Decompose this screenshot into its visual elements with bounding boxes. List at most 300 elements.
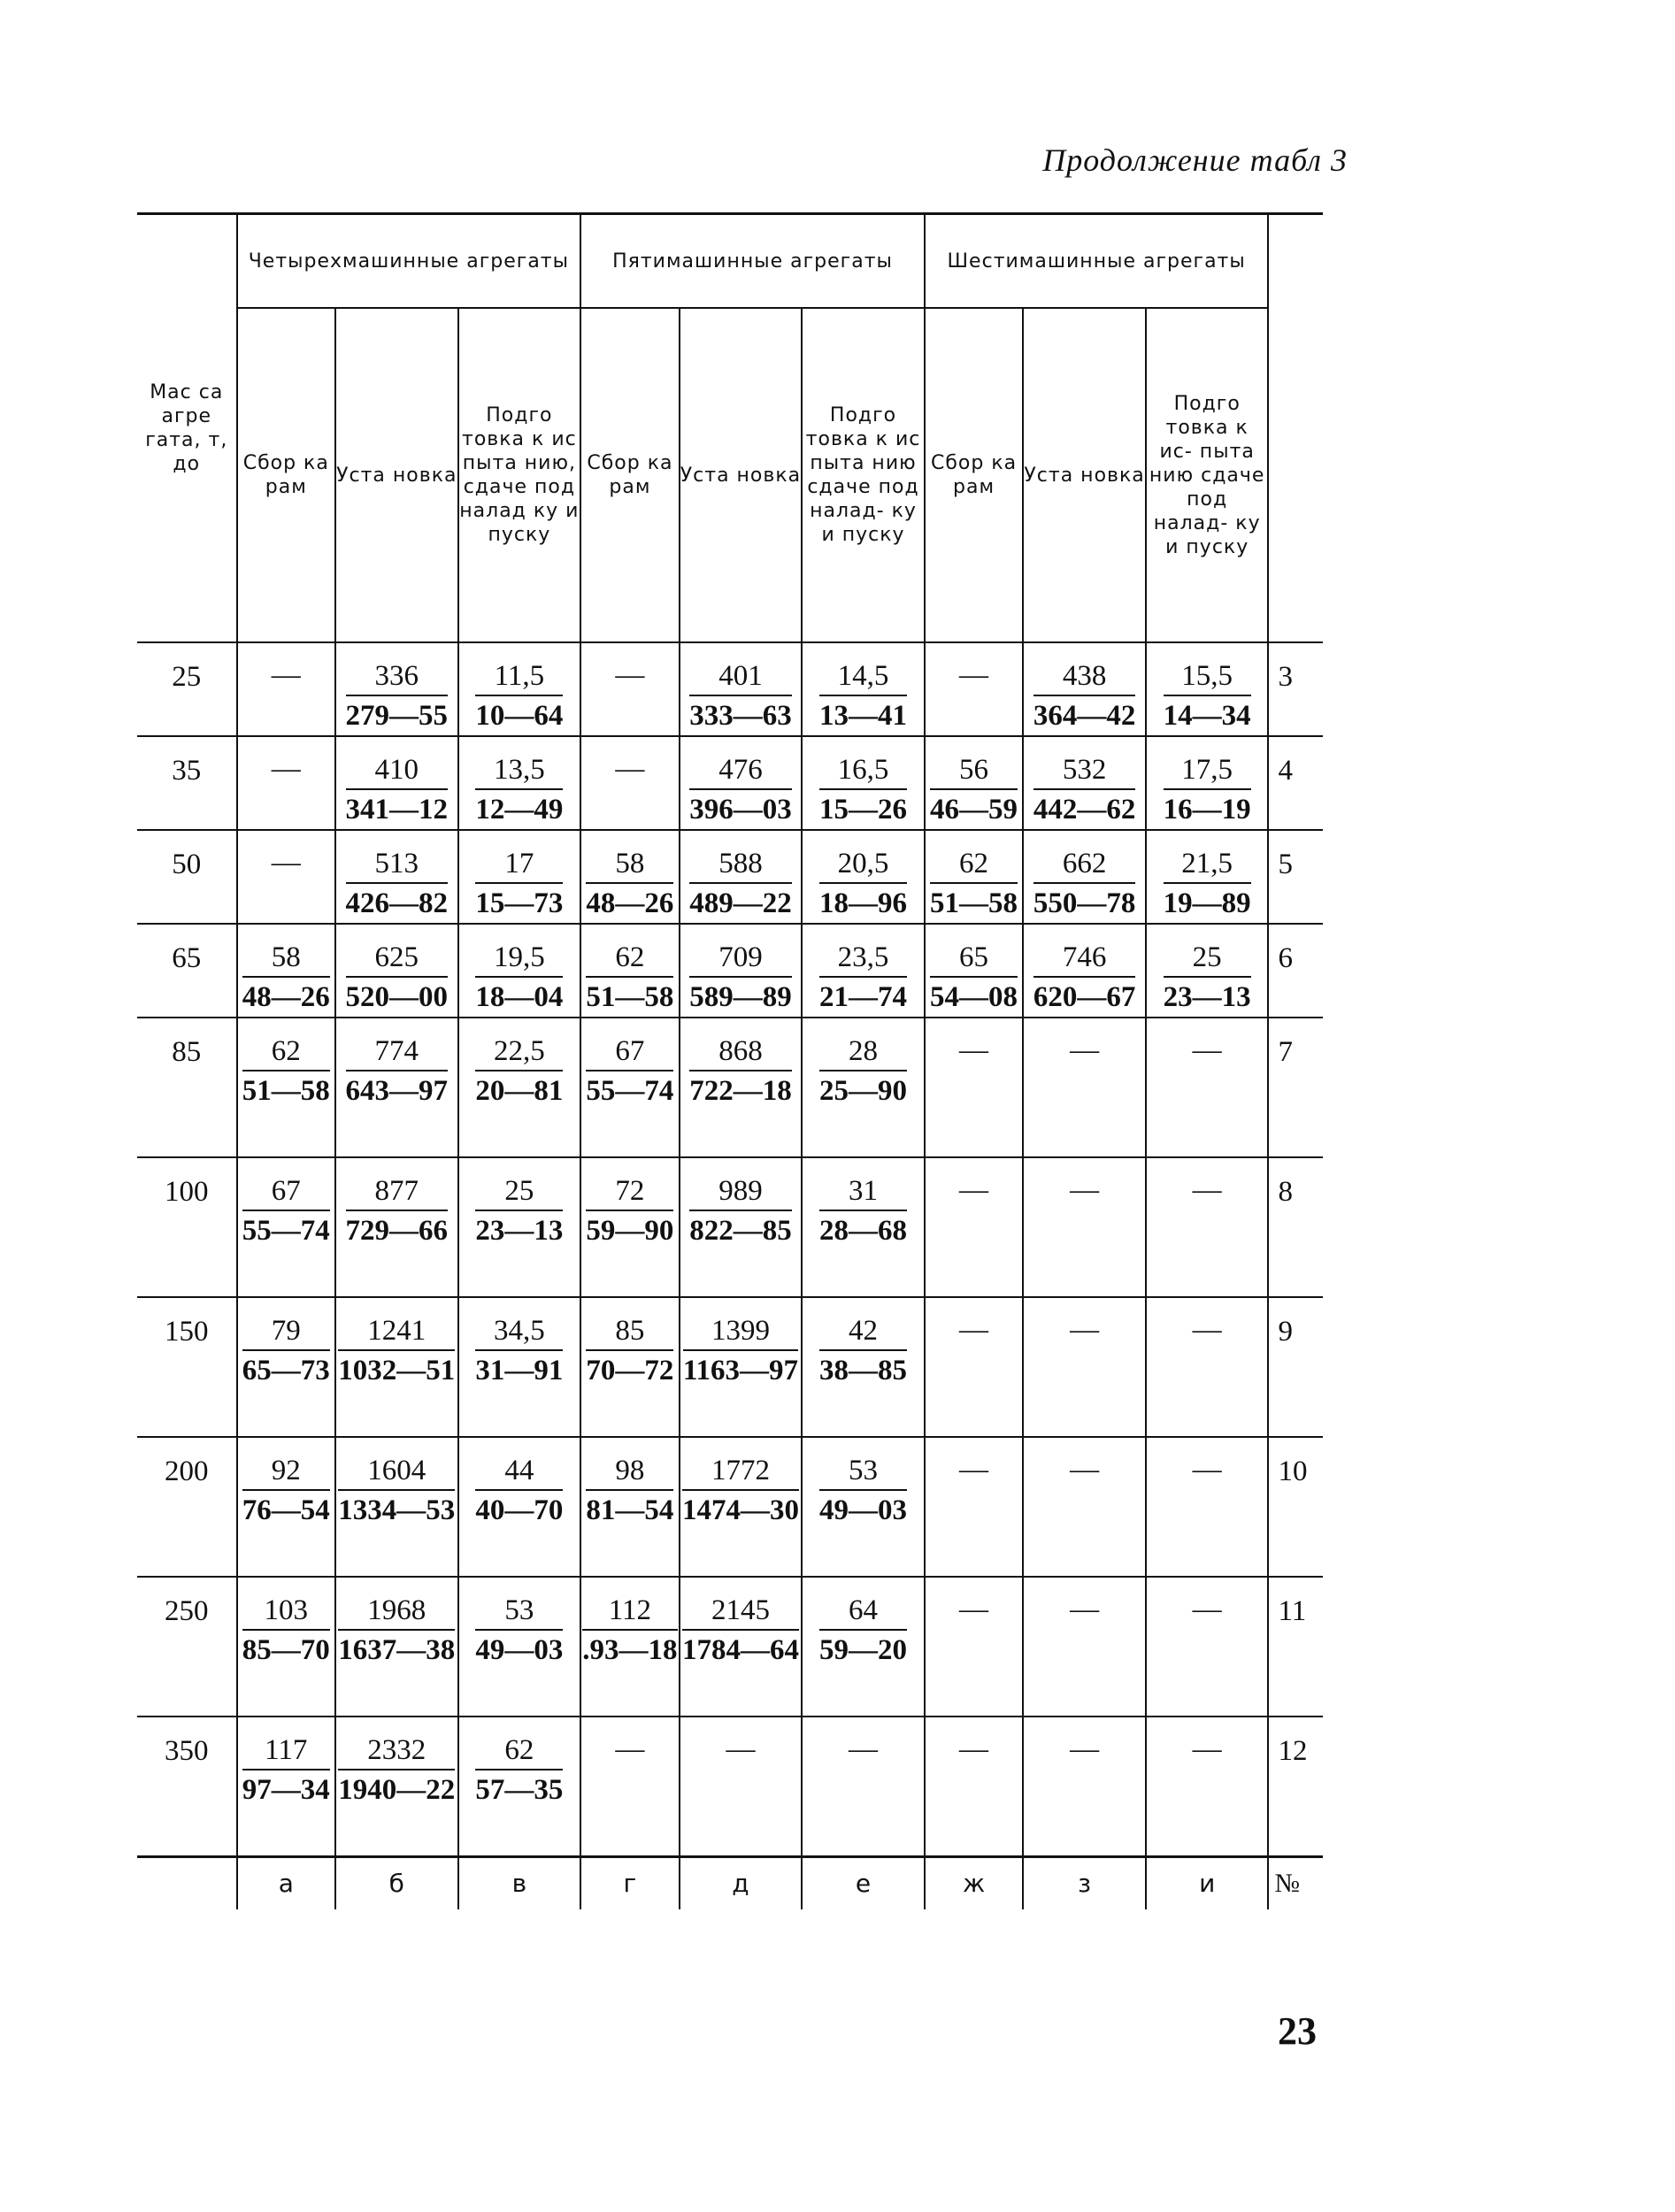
norm-fraction [1033,941,1136,1017]
norm-cell [458,1157,581,1297]
labor-hours: 79 [242,1314,330,1351]
norm-fraction [346,847,449,923]
norm-fraction [475,1454,563,1530]
labor-hours: 56 [930,753,1018,790]
cost-value: 10—64 [475,700,564,732]
norm-fraction [683,1314,798,1390]
norm-cell [237,830,335,924]
norm-cell [1023,924,1146,1018]
norm-cell [237,1018,335,1157]
norm-cell [925,830,1023,924]
row-number: 3 [1268,642,1323,736]
norm-cell [335,1297,458,1437]
norm-cell [925,1297,1023,1437]
norm-cell [925,736,1023,830]
labor-hours: 1241 [338,1314,455,1351]
norm-fraction [689,753,792,829]
mass-cell: 150 [137,1297,237,1437]
cost-value: 442—62 [1033,794,1136,826]
mass-cell: 65 [137,924,237,1018]
empty-dash: — [726,1733,756,1765]
empty-dash: — [615,753,645,785]
cost-value: 14—34 [1163,700,1251,732]
cost-value: 21—74 [819,981,908,1013]
header-test-preparation: Подго товка к ис пыта нию сдаче под налад- ку и пуску [802,308,925,642]
norm-cell [1023,1018,1146,1157]
norm-cell [237,1437,335,1577]
labor-hours: 11,5 [475,659,563,696]
norm-cell [335,1717,458,1856]
norm-fraction [338,1594,455,1670]
labor-hours: 532 [1033,753,1136,790]
table-row [137,1157,1323,1297]
norm-cell [580,1717,679,1856]
norm-cell [237,736,335,830]
cost-value: 23—13 [475,1215,564,1247]
row-number: 11 [1268,1577,1323,1717]
labor-hours: 410 [346,753,449,790]
column-letter: б [335,1856,458,1909]
mass-cell: 100 [137,1157,237,1297]
labor-hours: 625 [346,941,449,978]
norm-cell [1023,1157,1146,1297]
cost-value: 28—68 [819,1215,908,1247]
empty-dash: — [1070,1594,1100,1625]
norm-cell [580,1577,679,1717]
cost-value: 1334—53 [338,1494,456,1526]
norm-fraction [930,847,1018,923]
page-number: 23 [1278,2009,1317,2053]
norm-cell [1023,830,1146,924]
table-row [137,1437,1323,1577]
norm-cell [335,924,458,1018]
norm-cell [1146,1437,1269,1577]
empty-dash: — [271,659,301,691]
cost-value: 489—22 [689,887,792,919]
norm-cell [1146,642,1269,736]
empty-dash: — [615,659,645,691]
norm-cell [335,1018,458,1157]
row-number: 10 [1268,1437,1323,1577]
cost-value: 76—54 [242,1494,330,1526]
mass-cell: 350 [137,1717,237,1856]
labor-hours: 53 [475,1594,563,1631]
norm-fraction [346,753,449,829]
table-row [137,830,1323,924]
norm-fraction [346,659,449,735]
norm-fraction [819,941,907,1017]
labor-hours: 72 [586,1174,673,1211]
norm-fraction [1033,659,1136,735]
cost-value: 333—63 [689,700,792,732]
labor-hours: 25 [475,1174,563,1211]
column-letter: в [458,1856,581,1909]
norm-cell [1146,830,1269,924]
table-row [137,642,1323,736]
header-group-six-machine: Шестимашинные агрегаты [925,214,1269,309]
norm-cell [1023,1577,1146,1717]
norm-fraction [1033,753,1136,829]
norm-fraction [475,1174,563,1250]
mass-cell: 250 [137,1577,237,1717]
norm-fraction [930,753,1018,829]
cost-value: 279—55 [345,700,449,732]
norm-fraction [338,1314,455,1390]
norm-cell [580,1018,679,1157]
row-number: 5 [1268,830,1323,924]
labor-hours: 438 [1033,659,1136,696]
header-mass: Мас са агре гата, т, до [137,214,237,643]
norm-cell [1146,1018,1269,1157]
cost-value: 51—58 [930,887,1018,919]
norm-fraction [689,941,792,1017]
cost-value: 16—19 [1163,794,1251,826]
norm-fraction [242,1174,330,1250]
labor-hours: 476 [689,753,792,790]
cost-value: 59—90 [586,1215,674,1247]
norm-cell [680,830,803,924]
norm-cell [580,642,679,736]
labor-hours: 588 [689,847,792,884]
norm-cell [680,924,803,1018]
labor-hours: 117 [242,1733,330,1770]
header-group-four-machine: Четырехмашинные агрегаты [237,214,581,309]
column-letter: е [802,1856,925,1909]
labor-hours: 1399 [683,1314,798,1351]
empty-dash: — [959,1174,989,1206]
norm-cell [458,1577,581,1717]
cost-value: 643—97 [345,1075,449,1107]
labor-hours: 2332 [338,1733,455,1770]
norm-cell [458,830,581,924]
norm-fraction [819,1454,907,1530]
cost-value: 822—85 [689,1215,792,1247]
norm-cell [335,642,458,736]
table-row [137,1577,1323,1717]
norm-fraction [586,1034,673,1110]
empty-dash: — [1070,1174,1100,1206]
norm-fraction [475,941,563,1017]
labor-hours: 1772 [682,1454,799,1491]
labor-hours: 877 [346,1174,449,1211]
labor-hours: 15,5 [1164,659,1251,696]
labor-hours: 20,5 [819,847,907,884]
labor-hours: 774 [346,1034,449,1071]
norm-cell [680,1297,803,1437]
empty-dash: — [959,1594,989,1625]
labor-hours: 67 [586,1034,673,1071]
norm-fraction [819,659,907,735]
norm-fraction [819,1034,907,1110]
cost-value: 1784—64 [681,1634,799,1666]
labor-hours: 17 [475,847,563,884]
header-test-preparation: Подго товка к ис- пыта нию сдаче под налад- ку и пуску [1146,308,1269,642]
norm-cell [237,1297,335,1437]
norm-cell [237,1157,335,1297]
labor-hours: 17,5 [1164,753,1251,790]
cost-value: 54—08 [930,981,1018,1013]
norm-cell [802,924,925,1018]
norm-cell [1023,1297,1146,1437]
cost-value: 57—35 [475,1774,564,1806]
cost-value: .93—18 [582,1634,678,1666]
cost-value: 70—72 [586,1355,674,1386]
norm-fraction [1164,753,1251,829]
empty-dash: — [959,1733,989,1765]
empty-dash: — [1070,1034,1100,1066]
norm-cell [802,1437,925,1577]
header-frame-assembly: Сбор ка рам [580,308,679,642]
cost-value: 20—81 [475,1075,564,1107]
table-row [137,736,1323,830]
mass-cell: 35 [137,736,237,830]
cost-value: 12—49 [475,794,564,826]
norm-cell [580,1297,679,1437]
norm-cell [680,1577,803,1717]
row-number: 8 [1268,1157,1323,1297]
labor-hours: 2145 [682,1594,799,1631]
labor-hours: 746 [1033,941,1136,978]
cost-value: 25—90 [819,1075,908,1107]
labor-hours: 85 [586,1314,673,1351]
norm-fraction [475,659,563,735]
norm-fraction [819,847,907,923]
header-number-cell [1268,214,1323,643]
labor-hours: 64 [819,1594,907,1631]
cost-value: 51—58 [586,981,674,1013]
header-group-five-machine: Пятимашинные агрегаты [580,214,925,309]
norm-cell [802,1157,925,1297]
norm-fraction [586,1454,673,1530]
norm-cell [458,1018,581,1157]
norm-fraction [689,1034,792,1110]
cost-value: 55—74 [586,1075,674,1107]
labor-hours: 98 [586,1454,673,1491]
header-frame-assembly: Сбор ка рам [925,308,1023,642]
empty-dash: — [271,753,301,785]
labor-hours: 28 [819,1034,907,1071]
row-number: 6 [1268,924,1323,1018]
cost-value: 48—26 [242,981,330,1013]
norm-cell [680,736,803,830]
mass-cell: 200 [137,1437,237,1577]
norm-cell [580,1157,679,1297]
cost-value: 1474—30 [681,1494,799,1526]
norm-cell [237,1577,335,1717]
cost-value: 97—34 [242,1774,330,1806]
empty-dash: — [1192,1594,1222,1625]
empty-dash: — [1192,1454,1222,1486]
table-row [137,1717,1323,1856]
cost-value: 59—20 [819,1634,908,1666]
norm-cell [1146,1157,1269,1297]
norm-cell [1023,736,1146,830]
norm-fraction [475,847,563,923]
norm-fraction [819,1174,907,1250]
empty-dash: — [1192,1733,1222,1765]
norm-fraction [475,753,563,829]
mass-cell: 25 [137,642,237,736]
labor-hours: 989 [689,1174,792,1211]
row-number: 12 [1268,1717,1323,1856]
labor-hours: 14,5 [819,659,907,696]
norm-cell [925,1157,1023,1297]
norm-cell [925,1577,1023,1717]
labor-hours: 62 [475,1733,563,1770]
empty-dash: — [1070,1314,1100,1346]
labor-hours: 1604 [338,1454,455,1491]
norm-cell [925,642,1023,736]
norm-cell [802,1577,925,1717]
norm-cell [580,736,679,830]
norm-fraction [930,941,1018,1017]
norm-fraction [1033,847,1136,923]
column-letter: з [1023,1856,1146,1909]
norm-cell [802,1717,925,1856]
norm-cell [1023,1437,1146,1577]
norm-cell [335,1437,458,1577]
cost-value: 13—41 [819,700,908,732]
labor-hours: 13,5 [475,753,563,790]
labor-hours: 62 [586,941,673,978]
cost-value: 40—70 [475,1494,564,1526]
norm-cell [237,924,335,1018]
cost-value: 1163—97 [682,1355,799,1386]
norm-fraction [682,1594,799,1670]
norm-fraction [1164,847,1251,923]
norm-fraction [819,1314,907,1390]
norm-cell [680,1157,803,1297]
norm-fraction [338,1733,455,1809]
row-number: 4 [1268,736,1323,830]
cost-value: 722—18 [689,1075,792,1107]
labor-hours: 62 [930,847,1018,884]
column-letter: и [1146,1856,1269,1909]
norm-cell [680,1717,803,1856]
column-letter: ж [925,1856,1023,1909]
header-installation: Уста новка [680,308,803,642]
norm-fraction [346,941,449,1017]
norm-fraction [346,1034,449,1110]
cost-value: 48—26 [586,887,674,919]
labor-hours: 709 [689,941,792,978]
norm-fraction [242,941,330,1017]
labor-hours: 31 [819,1174,907,1211]
row-number: 9 [1268,1297,1323,1437]
norm-cell [458,1437,581,1577]
empty-dash: — [615,1733,645,1765]
cost-value: 620—67 [1033,981,1136,1013]
norm-fraction [242,1594,330,1670]
empty-dash: — [1070,1454,1100,1486]
norm-fraction [242,1314,330,1390]
column-letter: д [680,1856,803,1909]
cost-value: 729—66 [345,1215,449,1247]
labor-hours: 65 [930,941,1018,978]
mass-cell: 85 [137,1018,237,1157]
cost-value: 426—82 [345,887,449,919]
labor-hours: 1968 [338,1594,455,1631]
column-letter: а [237,1856,335,1909]
norm-cell [335,830,458,924]
norm-fraction [242,1454,330,1530]
norm-cell [335,1157,458,1297]
labor-hours: 662 [1033,847,1136,884]
labor-hours: 401 [689,659,792,696]
norm-fraction [242,1733,330,1809]
cost-value: 65—73 [242,1355,330,1386]
norm-cell [1146,1577,1269,1717]
norm-cell [458,736,581,830]
cost-value: 520—00 [345,981,449,1013]
labor-hours: 25 [1164,941,1251,978]
norm-fraction [586,1314,673,1390]
norm-fraction [586,847,673,923]
labor-hours: 62 [242,1034,330,1071]
cost-value: 15—73 [475,887,564,919]
cost-value: 589—89 [689,981,792,1013]
labor-hours: 16,5 [819,753,907,790]
labor-hours: 19,5 [475,941,563,978]
labor-hours: 21,5 [1164,847,1251,884]
norm-fraction [475,1314,563,1390]
labor-hours: 336 [346,659,449,696]
norm-fraction [1164,659,1251,735]
norm-fraction [819,1594,907,1670]
empty-dash: — [271,847,301,879]
norm-cell [458,642,581,736]
norm-cell [802,642,925,736]
norm-fraction [346,1174,449,1250]
table-body [137,642,1323,1856]
number-sign: № [1268,1856,1323,1909]
header-frame-assembly: Сбор ка рам [237,308,335,642]
norm-cell [1146,736,1269,830]
cost-value: 49—03 [819,1494,908,1526]
cost-value: 38—85 [819,1355,908,1386]
labor-hours: 58 [242,941,330,978]
cost-value: 396—03 [689,794,792,826]
table-caption: Продолжение табл 3 [1042,142,1348,178]
norm-cell [802,830,925,924]
cost-value: 1637—38 [338,1634,456,1666]
norm-cell [237,1717,335,1856]
cost-value: 31—91 [475,1355,564,1386]
cost-value: 46—59 [930,794,1018,826]
empty-dash: — [1192,1034,1222,1066]
table-row [137,924,1323,1018]
labor-hours: 58 [586,847,673,884]
column-letters-row [137,1856,1323,1909]
cost-value: 49—03 [475,1634,564,1666]
header-test-preparation: Подго товка к ис пыта нию, сдаче под налад ку и пуску [458,308,581,642]
labor-hours: 112 [582,1594,677,1631]
empty-dash: — [959,659,989,691]
norm-cell [580,1437,679,1577]
column-letter: г [580,1856,679,1909]
cost-value: 1940—22 [338,1774,456,1806]
norm-cell [802,1018,925,1157]
labor-hours: 42 [819,1314,907,1351]
cost-value: 19—89 [1163,887,1251,919]
norm-fraction [475,1034,563,1110]
empty-dash: — [959,1314,989,1346]
cost-value: 18—96 [819,887,908,919]
norm-cell [1023,642,1146,736]
table-row [137,1297,1323,1437]
cost-value: 23—13 [1163,981,1251,1013]
norm-cell [925,1717,1023,1856]
